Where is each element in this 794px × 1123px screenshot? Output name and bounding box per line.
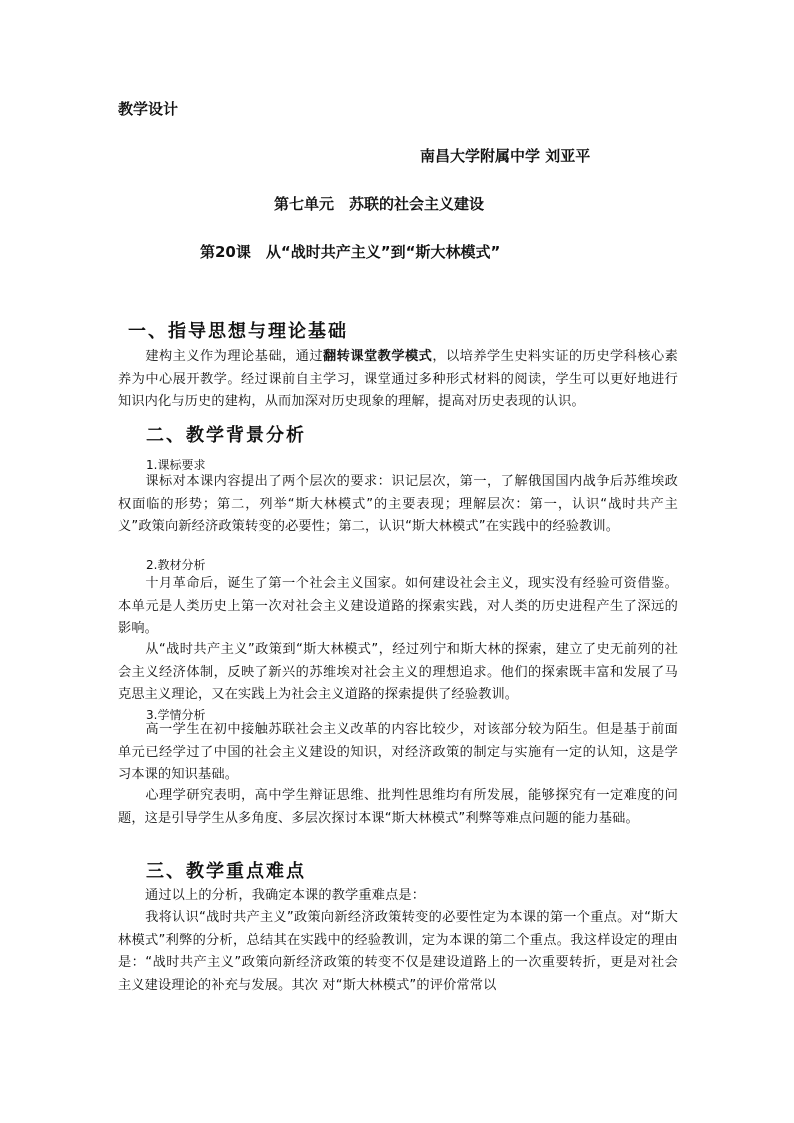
subheading-textbook-analysis: 2.教材分析 xyxy=(146,558,206,572)
flipped-classroom-emphasis: 翻转课堂教学模式 xyxy=(323,349,433,364)
paragraph-student-analysis-1 xyxy=(118,719,678,787)
paragraph-text: 心理学研究表明，高中学生辩证思维、批判性思维均有所发展，能够探究有一定难度的问题，这是引导学生从多角度、多层次探讨本课“斯大林模式”利弊等难点问题的能力基础。 xyxy=(118,788,678,826)
paragraph-key-points-detail xyxy=(118,907,678,997)
paragraph-key-points-intro xyxy=(118,885,678,908)
paragraph-student-analysis-2 xyxy=(118,785,678,830)
paragraph-theory-basis xyxy=(118,346,678,414)
paragraph-text: 我将认识“战时共产主义”政策向新经济政策转变的必要性定为本课的第一个重点。对“斯大林模式”利弊的分析，总结其在实践中的经验教训，定为本课的第二个重点。我这样设定的理由是：“战时共产主义”政策向新经济政策的转变不仅是建设道路上的一次重要转折，更是对社会主义建设理论的补充与发展。其次 对“斯大林模式”的评价常常以 xyxy=(118,910,678,993)
school-author-line: 南昌大学附属中学 刘亚平 xyxy=(420,147,591,165)
paragraph-textbook-analysis-1 xyxy=(118,573,678,641)
paragraph-text: 通过以上的分析，我确定本课的教学重难点是： xyxy=(145,888,426,903)
section-heading-background-analysis: 二、教学背景分析 xyxy=(146,425,306,446)
subheading-curriculum-requirements: 1.课标要求 xyxy=(146,458,206,472)
paragraph-text: 课标对本课内容提出了两个层次的要求：识记层次，第一，了解俄国国内战争后苏维埃政权面临的形势；第二，列举“斯大林模式”的主要表现；理解层次：第一，认识“战时共产主义”政策向新经济政策转变的必要性；第二，认识“斯大林模式”在实践中的经验教训。 xyxy=(118,474,678,534)
unit-title: 第七单元 苏联的社会主义建设 xyxy=(274,195,485,213)
section-heading-key-difficulties: 三、教学重点难点 xyxy=(146,861,306,882)
paragraph-curriculum-requirements xyxy=(118,471,678,539)
subheading-student-analysis: 3.学情分析 xyxy=(146,708,206,722)
section-heading-guiding-ideology: 一、指导思想与理论基础 xyxy=(128,321,348,342)
document-title: 教学设计 xyxy=(118,100,179,118)
paragraph-textbook-analysis-2 xyxy=(118,639,678,707)
paragraph-text: 高一学生在初中接触苏联社会主义改革的内容比较少，对该部分较为陌生。但是基于前面单元已经学过了中国的社会主义建设的知识，对经济政策的制定与实施有一定的认知，这是学习本课的知识基础。 xyxy=(118,722,678,782)
lesson-title: 第20课 从“战时共产主义”到“斯大林模式” xyxy=(200,243,501,261)
paragraph-text: 十月革命后，诞生了第一个社会主义国家。如何建设社会主义，现实没有经验可资借鉴。本单元是人类历史上第一次对社会主义建设道路的探索实践，对人类的历史进程产生了深远的影响。 xyxy=(118,576,678,636)
paragraph-rest-text: ，以培养学生史料实证的历史学科核心素养为中心展开教学。经过课前自主学习，课堂通过多种形式材料的阅读，学生可以更好地进行知识内化与历史的建构，从而加深对历史现象的理解，提高对历史表现的认识。 xyxy=(118,349,679,409)
paragraph-lead-text: 建构主义作为理论基础，通过 xyxy=(145,349,323,364)
paragraph-text: 从“战时共产主义”政策到“斯大林模式”，经过列宁和斯大林的探索，建立了史无前列的社会主义经济体制，反映了新兴的苏维埃对社会主义的理想追求。他们的探索既丰富和发展了马克思主义理论，又在实践上为社会主义道路的探索提供了经验教训。 xyxy=(118,642,678,702)
